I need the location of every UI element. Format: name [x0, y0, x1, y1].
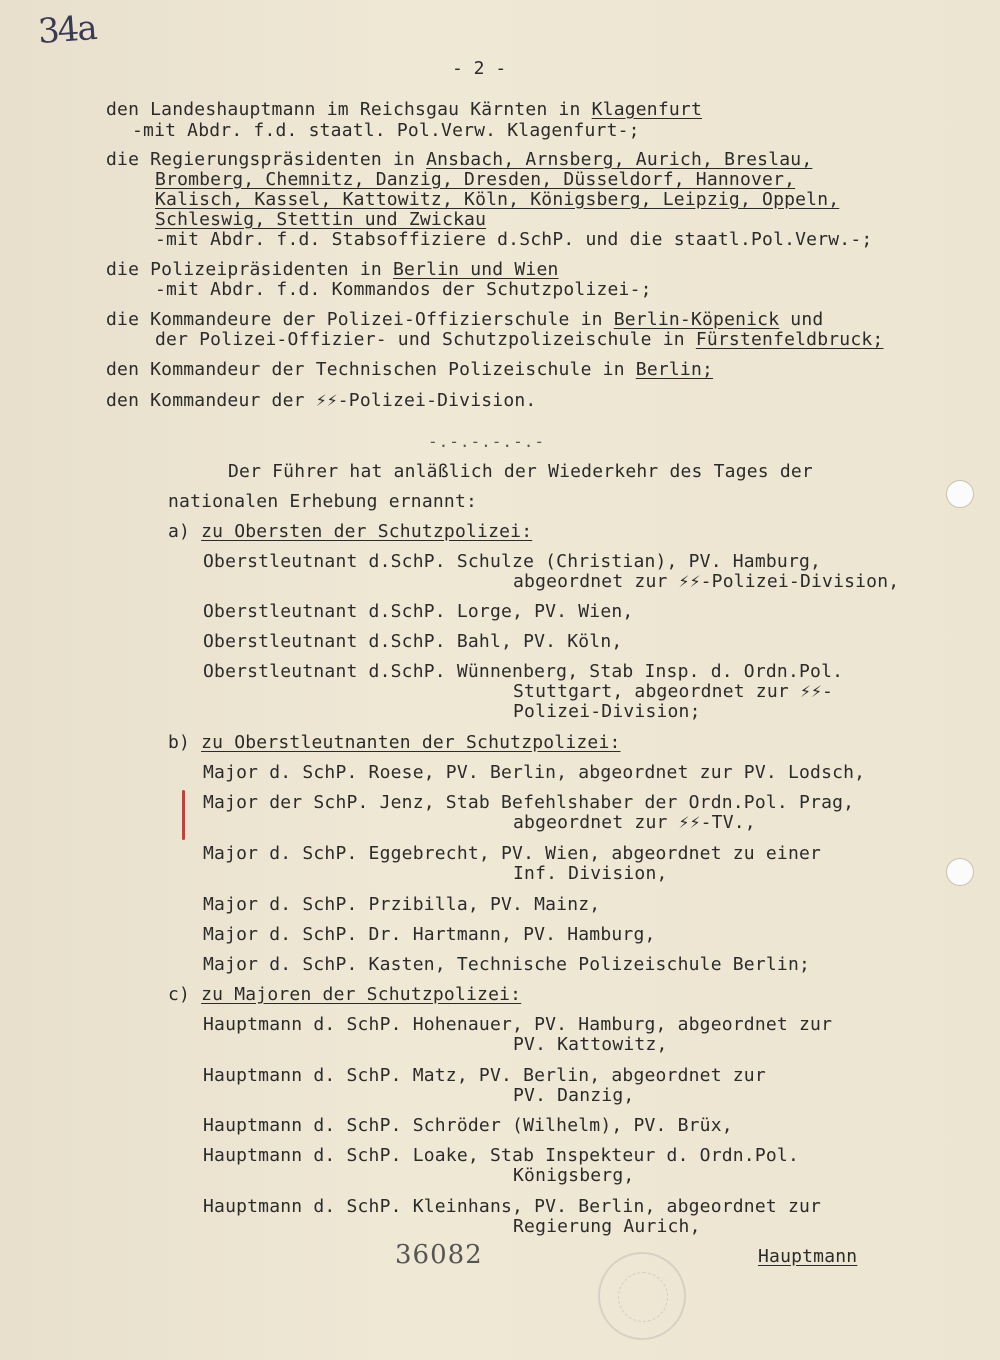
text-line: abgeordnet zur ⚡⚡-TV., [513, 812, 756, 833]
text-line: Major der SchP. Jenz, Stab Befehlshaber der Ordn.Pol. Prag, [203, 792, 855, 813]
text-line: Major d. SchP. Kasten, Technische Polizeischule Berlin; [203, 954, 811, 975]
text-line: die Kommandeure der Polizei-Offizierschule in Berlin-Köpenick und [106, 309, 824, 330]
text-line: -mit Abdr. f.d. Stabsoffiziere d.SchP. und die staatl.Pol.Verw.-; [155, 229, 873, 250]
text-line: PV. Kattowitz, [513, 1034, 668, 1055]
text-line: die Regierungspräsidenten in Ansbach, Arnsberg, Aurich, Breslau, [106, 149, 813, 170]
text-line: der Polizei-Offizier- und Schutzpolizeischule in Fürstenfeldbruck; [155, 329, 884, 350]
section-heading-c: c) zu Majoren der Schutzpolizei: [168, 984, 522, 1005]
red-margin-mark [182, 790, 185, 840]
text-line: Bromberg, Chemnitz, Danzig, Dresden, Düsseldorf, Hannover, [155, 169, 796, 190]
archive-seal-stamp [598, 1252, 686, 1340]
punch-hole [946, 480, 974, 508]
text-line: den Kommandeur der ⚡⚡-Polizei-Division. [106, 390, 537, 411]
text-line: Der Führer hat anläßlich der Wiederkehr des Tages der [228, 461, 813, 482]
handwritten-folio-number: 34a [36, 8, 97, 52]
text-line: Hauptmann d. SchP. Schröder (Wilhelm), PV. Brüx, [203, 1115, 733, 1136]
text-line: Oberstleutnant d.SchP. Bahl, PV. Köln, [203, 631, 623, 652]
text-line: Major d. SchP. Eggebrecht, PV. Wien, abgeordnet zu einer [203, 843, 822, 864]
text-line: Hauptmann d. SchP. Kleinhans, PV. Berlin, abgeordnet zur [203, 1196, 822, 1217]
text-line: Inf. Division, [513, 863, 668, 884]
text-line: -mit Abdr. f.d. Kommandos der Schutzpolizei-; [155, 279, 652, 300]
text-line: nationalen Erhebung ernannt: [168, 491, 478, 512]
text-line: Schleswig, Stettin und Zwickau [155, 209, 487, 230]
divider: -.-.-.-.-.- [428, 432, 545, 451]
text-line: Major d. SchP. Przibilla, PV. Mainz, [203, 894, 601, 915]
text-line: Hauptmann d. SchP. Loake, Stab Inspekteur d. Ordn.Pol. [203, 1145, 799, 1166]
punch-hole [946, 858, 974, 886]
text-line: die Polizeipräsidenten in Berlin und Wien [106, 259, 559, 280]
text-line: PV. Danzig, [513, 1085, 635, 1106]
text-line: Oberstleutnant d.SchP. Wünnenberg, Stab Insp. d. Ordn.Pol. [203, 661, 844, 682]
catchword: Hauptmann [758, 1246, 858, 1267]
archive-number: 36082 [395, 1240, 483, 1270]
text-line: Kalisch, Kassel, Kattowitz, Köln, Königsberg, Leipzig, Oppeln, [155, 189, 840, 210]
text-line: Oberstleutnant d.SchP. Schulze (Christian), PV. Hamburg, [203, 551, 822, 572]
text-line: Hauptmann d. SchP. Hohenauer, PV. Hamburg, abgeordnet zur [203, 1014, 833, 1035]
text-line: -mit Abdr. f.d. staatl. Pol.Verw. Klagenfurt-; [132, 120, 640, 141]
text-line: Regierung Aurich, [513, 1216, 701, 1237]
text-line: Hauptmann d. SchP. Matz, PV. Berlin, abgeordnet zur [203, 1065, 766, 1086]
text-line: Stuttgart, abgeordnet zur ⚡⚡- [513, 681, 834, 702]
page-number: - 2 - [452, 58, 507, 79]
text-line: Major d. SchP. Dr. Hartmann, PV. Hamburg, [203, 924, 656, 945]
text-line: abgeordnet zur ⚡⚡-Polizei-Division, [513, 571, 900, 592]
text-line: Königsberg, [513, 1165, 635, 1186]
section-heading-a: a) zu Obersten der Schutzpolizei: [168, 521, 533, 542]
text-line: Major d. SchP. Roese, PV. Berlin, abgeordnet zur PV. Lodsch, [203, 762, 866, 783]
section-heading-b: b) zu Oberstleutnanten der Schutzpolizei: [168, 732, 621, 753]
text-line: Polizei-Division; [513, 701, 701, 722]
text-line: den Landeshauptmann im Reichsgau Kärnten in Klagenfurt [106, 99, 702, 120]
text-line: den Kommandeur der Technischen Polizeischule in Berlin; [106, 359, 714, 380]
text-line: Oberstleutnant d.SchP. Lorge, PV. Wien, [203, 601, 634, 622]
